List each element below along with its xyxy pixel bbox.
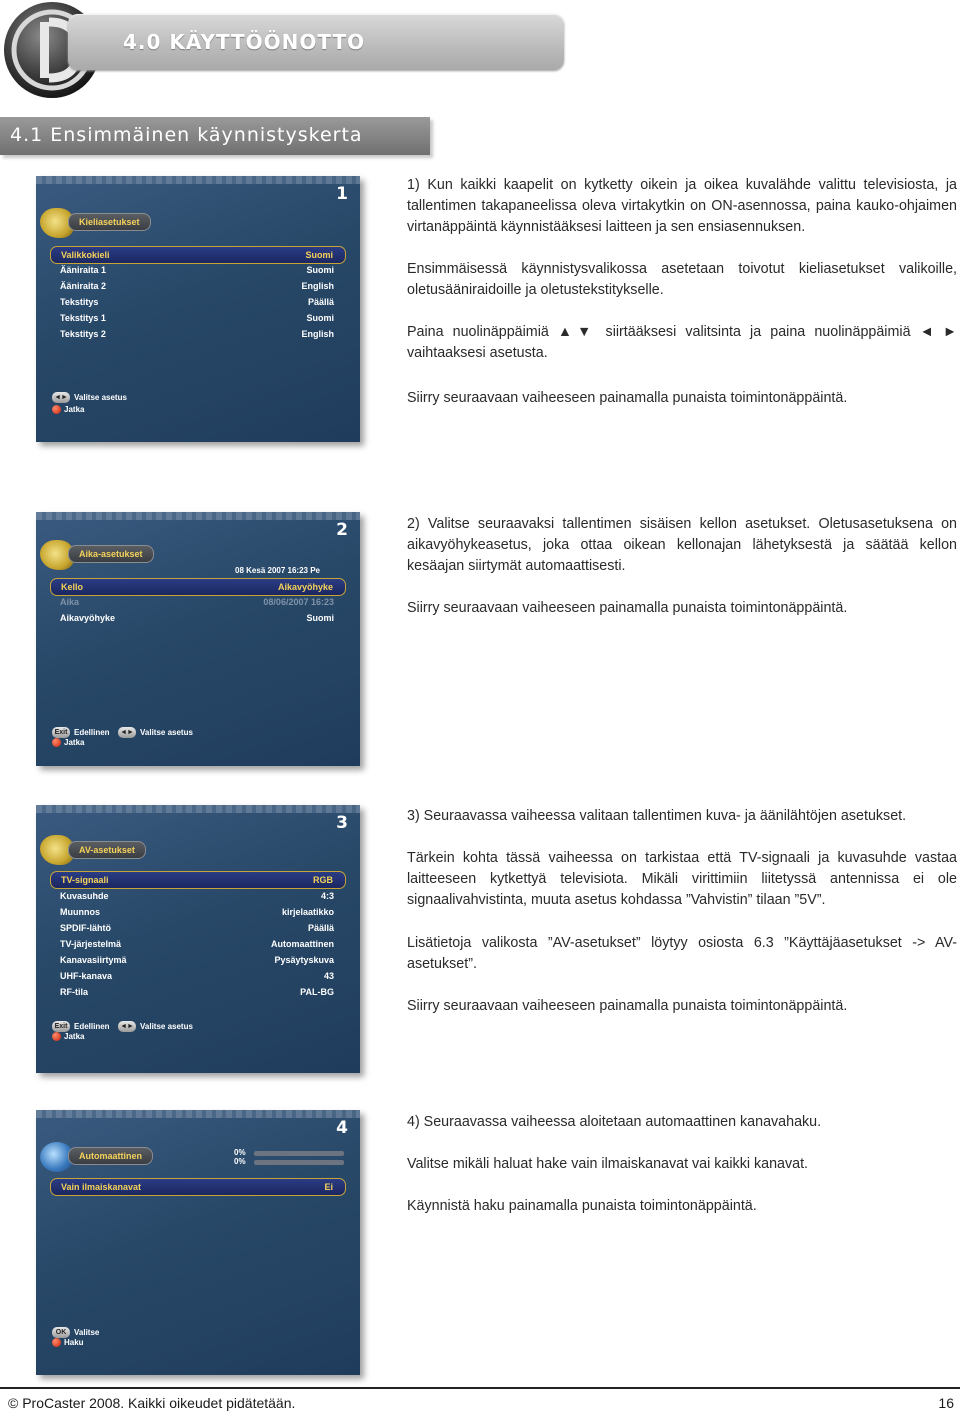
footer-hint: Edellinen: [74, 1022, 110, 1031]
screenshot-language-settings: [36, 176, 360, 442]
step1-navigation-note: Paina nuolinäppäimiä ▲▼ siirtääksesi valitsinta ja paina nuolinäppäimiä ◄ ► vaihtaaksesi asetusta.: [407, 324, 957, 361]
menu-row[interactable]: [50, 984, 346, 1000]
arrow-keys-icon: ◄►: [52, 392, 70, 403]
row-value: Suomi: [306, 313, 334, 323]
footer-hint: Jatka: [64, 405, 85, 414]
screenshot-av-settings: [36, 805, 360, 1073]
step-number: 2: [336, 520, 348, 540]
row-value: 43: [323, 971, 334, 981]
ok-key-icon: OK: [52, 1327, 70, 1338]
signal-strength-bar: [254, 1151, 344, 1156]
footer-divider: [0, 1387, 960, 1389]
red-button-icon: [52, 738, 61, 747]
menu-row[interactable]: [50, 278, 346, 294]
footer-hint: Jatka: [64, 738, 85, 747]
signal-strength: 0%: [234, 1148, 246, 1157]
menu-row-selected[interactable]: [50, 1178, 346, 1196]
chapter-title: 4.0 KÄYTTÖÖNOTTO: [123, 30, 366, 54]
step2-continue-note: Siirry seuraavaan vaiheeseen painamalla punaista toimintonäppäintä.: [407, 600, 848, 616]
row-label: Tekstitys: [60, 297, 99, 307]
step3-more-info: Lisätietoja valikosta ”AV-asetukset” löytyy osiosta 6.3 ”Käyttäjäasetukset -> AV-asetukset”.: [407, 935, 957, 972]
exit-key-icon: Exit: [52, 727, 70, 738]
row-value: Suomi: [305, 250, 333, 260]
row-label: SPDIF-lähtö: [60, 923, 111, 933]
row-label: Ääniraita 1: [60, 265, 107, 275]
red-button-icon: [52, 1338, 61, 1347]
step-number: 1: [336, 184, 348, 204]
step3-signal-note: Tärkein kohta tässä vaiheessa on tarkistaa että TV-signaali ja kuvasuhde vastaa laitteeseen kytkettyä televisiota. Mikäli virittimiin liitetyssä antennissa ei ole signaalivahvistinta, muuta asetus kohdassa ”Vahvistin” tilaan ”5V”.: [407, 850, 957, 908]
row-value: Ei: [324, 1182, 333, 1192]
step1-language-note: Ensimmäisessä käynnistysvalikossa asetetaan toivotut kieliasetukset valikoille, oletusääniraidoille ja oletustekstitykselle.: [407, 261, 957, 298]
step1-intro: 1) Kun kaikki kaapelit on kytketty oikein ja oikea kuvalähde valittu televisiosta, ja tallentimen takapaneelissa oleva virtakytkin on ON-asennossa, paina kauko-ohjaimen virtanäppäintä käynnistääksesi laitteen ja sen ensiasennuksen.: [407, 177, 957, 235]
row-value: 4:3: [320, 891, 334, 901]
current-datetime: 08 Kesä 2007 16:23 Pe: [235, 566, 320, 575]
menu-row-disabled: [50, 594, 346, 610]
row-value: Pysäytyskuva: [274, 955, 334, 965]
row-value: RGB: [313, 875, 333, 885]
section-title: 4.1 Ensimmäinen käynnistyskerta: [10, 124, 363, 146]
footer-hint: Jatka: [64, 1032, 85, 1041]
menu-row[interactable]: [50, 294, 346, 310]
menu-row[interactable]: [50, 968, 346, 984]
footer-hint: Edellinen: [74, 728, 110, 737]
row-label: RF-tila: [60, 987, 88, 997]
step-number: 4: [336, 1118, 348, 1138]
screenshot-auto-search: [36, 1110, 360, 1375]
menu-title: Aika-asetukset: [68, 545, 154, 563]
menu-title: Kieliasetukset: [68, 213, 151, 231]
footer-hint: Valitse: [74, 1328, 100, 1337]
footer-hint: Valitse asetus: [74, 393, 127, 402]
signal-quality-bar: [254, 1160, 344, 1165]
row-label: Aikavyöhyke: [60, 613, 116, 623]
menu-row[interactable]: [50, 262, 346, 278]
step-number: 3: [336, 813, 348, 833]
row-label: Tekstitys 1: [60, 313, 106, 323]
menu-row[interactable]: [50, 952, 346, 968]
step1-continue-note: Siirry seuraavaan vaiheeseen painamalla punaista toimintonäppäintä.: [407, 390, 848, 406]
row-label: Muunnos: [60, 907, 100, 917]
row-value: Suomi: [306, 265, 334, 275]
footer-hint: Haku: [64, 1338, 84, 1347]
menu-row-selected[interactable]: [50, 871, 346, 889]
step3-intro: 3) Seuraavassa vaiheessa valitaan tallentimen kuva- ja äänilähtöjen asetukset.: [407, 808, 907, 824]
copyright-text: © ProCaster 2008. Kaikki oikeudet pidätetään.: [8, 1395, 296, 1411]
row-label: Kuvasuhde: [60, 891, 109, 901]
arrow-keys-icon: ◄►: [118, 1021, 136, 1032]
arrow-keys-icon: ◄►: [118, 727, 136, 738]
page-number: 16: [938, 1395, 954, 1411]
row-value: kirjelaatikko: [281, 907, 334, 917]
exit-key-icon: Exit: [52, 1021, 70, 1032]
step4-intro: 4) Seuraavassa vaiheessa aloitetaan automaattinen kanavahaku.: [407, 1114, 822, 1130]
row-value: Aikavyöhyke: [277, 582, 333, 592]
menu-row[interactable]: [50, 920, 346, 936]
signal-quality: 0%: [234, 1157, 246, 1166]
row-label: TV-järjestelmä: [60, 939, 122, 949]
row-label: TV-signaali: [61, 875, 109, 885]
row-value: 08/06/2007 16:23: [263, 597, 334, 607]
footer-hint: Valitse asetus: [140, 728, 193, 737]
menu-row[interactable]: [50, 326, 346, 342]
menu-title: AV-asetukset: [68, 841, 146, 859]
row-value: English: [301, 281, 334, 291]
menu-row[interactable]: [50, 310, 346, 326]
row-value: Päällä: [307, 297, 334, 307]
step4-start-note: Käynnistä haku painamalla punaista toimintonäppäintä.: [407, 1198, 757, 1214]
menu-row[interactable]: [50, 904, 346, 920]
page-footer: [0, 1385, 960, 1415]
row-label: Tekstitys 2: [60, 329, 106, 339]
step2-intro: 2) Valitse seuraavaksi tallentimen sisäisen kellon asetukset. Oletusasetuksena on aikavyöhykeasetus, joka ottaa oikean kellonajan lähetyksestä ja säätää kellon kesäajan siirtymät automaattisesti.: [407, 516, 957, 574]
red-button-icon: [52, 405, 61, 414]
step3-continue-note: Siirry seuraavaan vaiheeseen painamalla punaista toimintonäppäintä.: [407, 998, 848, 1014]
row-label: Kanavasiirtymä: [60, 955, 127, 965]
row-label: Aika: [60, 597, 80, 607]
footer-hint: Valitse asetus: [140, 1022, 193, 1031]
row-value: Päällä: [307, 923, 334, 933]
row-value: PAL-BG: [300, 987, 334, 997]
red-button-icon: [52, 1032, 61, 1041]
menu-row[interactable]: [50, 610, 346, 626]
row-label: Kello: [61, 582, 84, 592]
menu-row[interactable]: [50, 888, 346, 904]
row-label: Ääniraita 2: [60, 281, 107, 291]
row-value: Suomi: [306, 613, 334, 623]
row-label: Valikkokieli: [61, 250, 110, 260]
step4-free-channels-note: Valitse mikäli haluat hake vain ilmaiskanavat vai kaikki kanavat.: [407, 1156, 809, 1172]
menu-row[interactable]: [50, 936, 346, 952]
row-label: Vain ilmaiskanavat: [61, 1182, 142, 1192]
screenshot-time-settings: [36, 512, 360, 766]
menu-title: Automaattinen: [68, 1147, 153, 1165]
row-label: UHF-kanava: [60, 971, 113, 981]
row-value: English: [301, 329, 334, 339]
row-value: Automaattinen: [271, 939, 334, 949]
